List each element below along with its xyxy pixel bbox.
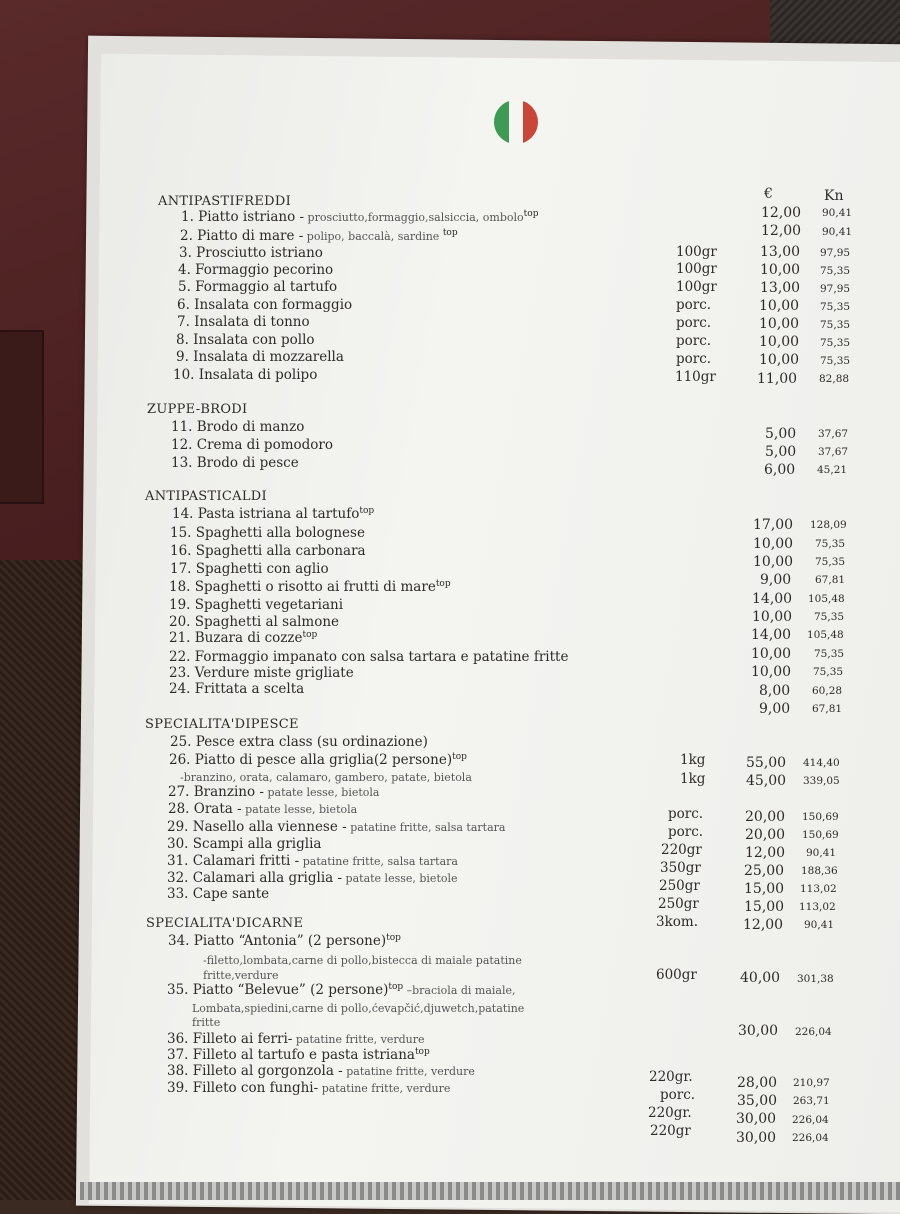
price-eur: 13,00: [760, 280, 801, 296]
menu-item: 39. Filleto con funghi- patatine fritte, verdure: [167, 1080, 451, 1096]
portion-size: 100gr: [676, 279, 717, 295]
price-eur: 40,00: [740, 970, 781, 986]
item-description: -filetto,lombata,carne di pollo,bistecca di maiale patatine: [203, 954, 522, 967]
menu-item: 12. Crema di pomodoro: [171, 437, 333, 453]
menu-item: 28. Orata - patate lesse, bietola: [168, 801, 358, 817]
price-kn: 75,35: [820, 319, 851, 331]
price-eur: 10,00: [753, 536, 794, 552]
portion-size: 220gr: [650, 1123, 691, 1139]
menu-item: 17. Spaghetti con aglio: [170, 561, 329, 577]
price-eur: 12,00: [743, 917, 784, 933]
price-eur: 25,00: [744, 863, 785, 879]
section-specialita-pesce: SPECIALITA'DIPESCE: [145, 717, 299, 732]
price-kn: 37,67: [818, 446, 849, 458]
price-kn: 75,35: [820, 301, 851, 313]
price-kn: 67,81: [815, 574, 846, 586]
menu-item: 20. Spaghetti al salmone: [169, 614, 340, 630]
portion-size: 220gr: [661, 842, 702, 858]
price-kn: 210,97: [793, 1077, 830, 1089]
price-eur: 12,00: [745, 845, 786, 861]
price-kn: 75,35: [813, 666, 844, 678]
price-kn: 128,09: [810, 519, 847, 531]
price-kn: 105,48: [807, 629, 844, 641]
item-description: Lombata,spiedini,carne di pollo,ćevapčić,djuwetch,patatine: [192, 1002, 525, 1015]
menu-item: 31. Calamari fritti - patatine fritte, salsa tartara: [167, 853, 458, 869]
price-kn: 263,71: [793, 1095, 830, 1107]
item-description: -branzino, orata, calamaro, gambero, patate, bietola: [180, 771, 472, 784]
section-antipasti-freddi: ANTIPASTIFREDDI: [158, 194, 292, 209]
portion-size: porc.: [676, 351, 712, 367]
price-eur: 55,00: [746, 755, 787, 771]
menu-item: 2. Piatto di mare - polipo, baccalà, sardine $^{top}$: [180, 228, 458, 244]
price-eur: 8,00: [759, 683, 791, 699]
menu-item: 18. Spaghetti o risotto ai frutti di mare$^{top}$: [169, 579, 451, 595]
price-kn: 97,95: [820, 247, 851, 259]
price-eur: 10,00: [759, 316, 800, 332]
portion-size: porc.: [668, 806, 704, 822]
portion-size: 1kg: [680, 771, 706, 787]
menu-item: 15. Spaghetti alla bolognese: [170, 525, 365, 541]
menu-item: 25. Pesce extra class (su ordinazione): [170, 734, 428, 750]
price-kn: 113,02: [800, 883, 837, 895]
portion-size: 220gr.: [649, 1069, 693, 1085]
price-kn: 75,35: [815, 556, 846, 568]
menu-item: 24. Frittata a scelta: [169, 681, 305, 697]
menu-item: 16. Spaghetti alla carbonara: [170, 543, 366, 559]
price-kn: 414,40: [803, 757, 840, 769]
menu-item: 8. Insalata con pollo: [176, 332, 315, 348]
price-kn: 90,41: [822, 207, 853, 219]
menu-item: 7. Insalata di tonno: [177, 314, 310, 330]
menu-item: 30. Scampi alla griglia: [167, 836, 322, 852]
price-eur: 10,00: [751, 664, 792, 680]
price-eur: 45,00: [746, 773, 787, 789]
portion-size: porc.: [676, 315, 712, 331]
portion-size: porc.: [668, 824, 704, 840]
portion-size: 350gr: [660, 860, 701, 876]
price-kn: 339,05: [803, 775, 840, 787]
price-eur: 14,00: [751, 627, 792, 643]
price-kn: 45,21: [817, 464, 848, 476]
price-eur: 10,00: [752, 609, 793, 625]
menu-item: 32. Calamari alla griglia - patate lesse, bietole: [167, 870, 458, 886]
flag-white-stripe: [509, 100, 524, 144]
price-kn: 113,02: [799, 901, 836, 913]
portion-size: 600gr: [656, 967, 697, 983]
price-kn: 75,35: [815, 538, 846, 550]
menu-item: 27. Branzino - patate lesse, bietola: [168, 784, 380, 800]
price-kn: 150,69: [802, 811, 839, 823]
price-kn: 97,95: [820, 283, 851, 295]
price-eur: 13,00: [760, 244, 801, 260]
menu-item: 34. Piatto “Antonia” (2 persone)$^{top}$: [168, 933, 401, 949]
price-kn: 67,81: [812, 703, 843, 715]
price-eur: 15,00: [744, 899, 785, 915]
price-kn: 226,04: [795, 1026, 832, 1038]
price-eur: 30,00: [738, 1023, 779, 1039]
item-description: fritte,verdure: [203, 969, 279, 982]
menu-item: 37. Filleto al tartufo e pasta istriana$^{top}$: [167, 1047, 430, 1063]
price-kn: 226,04: [792, 1114, 829, 1126]
menu-item: 29. Nasello alla viennese - patatine fritte, salsa tartara: [167, 819, 506, 835]
price-kn: 82,88: [819, 373, 850, 385]
price-eur: 30,00: [736, 1130, 777, 1146]
price-eur: 35,00: [737, 1093, 778, 1109]
portion-size: 110gr: [675, 369, 716, 385]
menu-item: 10. Insalata di polipo: [173, 367, 318, 383]
price-eur: 5,00: [765, 426, 797, 442]
portion-size: 3kom.: [656, 914, 698, 930]
menu-item: 21. Buzara di cozze$^{top}$: [169, 630, 318, 646]
menu-item: 22. Formaggio impanato con salsa tartara e patatine fritte: [169, 649, 569, 665]
menu-item: 35. Piatto “Belevue” (2 persone)$^{top}$ –braciola di maiale,: [167, 982, 516, 998]
price-kn: 90,41: [822, 226, 853, 238]
price-eur: 9,00: [760, 572, 792, 588]
price-kn: 75,35: [814, 648, 845, 660]
price-eur: 17,00: [753, 517, 794, 533]
item-description: fritte: [192, 1016, 221, 1029]
portion-size: 220gr.: [648, 1105, 692, 1121]
price-kn: 37,67: [818, 428, 849, 440]
menu-item: 19. Spaghetti vegetariani: [169, 597, 344, 613]
price-eur: 6,00: [764, 462, 796, 478]
euro-column-header: €: [764, 186, 773, 202]
menu-item: 11. Brodo di manzo: [171, 419, 305, 435]
price-eur: 28,00: [737, 1075, 778, 1091]
section-zuppe-brodi: ZUPPE-BRODI: [147, 402, 248, 417]
menu-item: 23. Verdure miste grigliate: [169, 665, 354, 681]
portion-size: 250gr: [658, 896, 699, 912]
price-kn: 301,38: [797, 973, 834, 985]
italian-flag-icon: [494, 100, 538, 144]
price-eur: 10,00: [751, 646, 792, 662]
sleeve-bottom-edge: [80, 1182, 900, 1200]
price-eur: 20,00: [745, 827, 786, 843]
menu-item: 36. Filleto ai ferri- patatine fritte, verdure: [167, 1031, 425, 1047]
price-kn: 105,48: [808, 593, 845, 605]
menu-item: 1. Piatto istriano - prosciutto,formaggio,salsiccia, ombolo$^{top}$: [181, 209, 539, 225]
menu-item: 6. Insalata con formaggio: [177, 297, 353, 313]
price-eur: 10,00: [759, 298, 800, 314]
section-antipasti-caldi: ANTIPASTICALDI: [145, 489, 267, 504]
price-kn: 75,35: [814, 611, 845, 623]
menu-item: 3. Prosciutto istriano: [179, 245, 323, 261]
price-kn: 150,69: [802, 829, 839, 841]
price-eur: 11,00: [757, 371, 798, 387]
price-eur: 20,00: [745, 809, 786, 825]
portion-size: porc.: [676, 333, 712, 349]
price-kn: 226,04: [792, 1132, 829, 1144]
portion-size: porc.: [676, 297, 712, 313]
price-kn: 90,41: [804, 919, 835, 931]
price-eur: 5,00: [765, 444, 797, 460]
price-eur: 12,00: [761, 223, 802, 239]
price-eur: 10,00: [760, 262, 801, 278]
portion-size: 1kg: [680, 752, 706, 768]
portion-size: 100gr: [676, 261, 717, 277]
folder-cover-tab: [0, 330, 44, 504]
portion-size: 100gr: [676, 244, 717, 260]
price-kn: 75,35: [820, 265, 851, 277]
menu-item: 14. Pasta istriana al tartufo$^{top}$: [172, 506, 375, 522]
menu-item: 38. Filleto al gorgonzola - patatine fritte, verdure: [167, 1063, 475, 1079]
price-eur: 14,00: [752, 591, 793, 607]
price-eur: 10,00: [759, 352, 800, 368]
price-eur: 12,00: [761, 205, 802, 221]
menu-item: 9. Insalata di mozzarella: [176, 349, 344, 365]
menu-item: 33. Cape sante: [167, 886, 270, 902]
menu-item: 13. Brodo di pesce: [171, 455, 299, 471]
price-eur: 15,00: [744, 881, 785, 897]
portion-size: porc.: [660, 1087, 696, 1103]
price-eur: 10,00: [759, 334, 800, 350]
price-kn: 188,36: [801, 865, 838, 877]
menu-item: 26. Piatto di pesce alla griglia(2 persone)$^{top}$: [169, 752, 467, 768]
price-kn: 90,41: [806, 847, 837, 859]
price-eur: 10,00: [753, 554, 794, 570]
price-eur: 9,00: [759, 701, 791, 717]
section-specialita-carne: SPECIALITA'DICARNE: [146, 916, 304, 931]
price-kn: 60,28: [812, 685, 843, 697]
price-kn: 75,35: [820, 355, 851, 367]
portion-size: 250gr: [659, 878, 700, 894]
price-eur: 30,00: [736, 1111, 777, 1127]
menu-item: 4. Formaggio pecorino: [178, 262, 334, 278]
menu-item: 5. Formaggio al tartufo: [178, 279, 338, 295]
price-kn: 75,35: [820, 337, 851, 349]
kuna-column-header: Kn: [824, 188, 844, 204]
